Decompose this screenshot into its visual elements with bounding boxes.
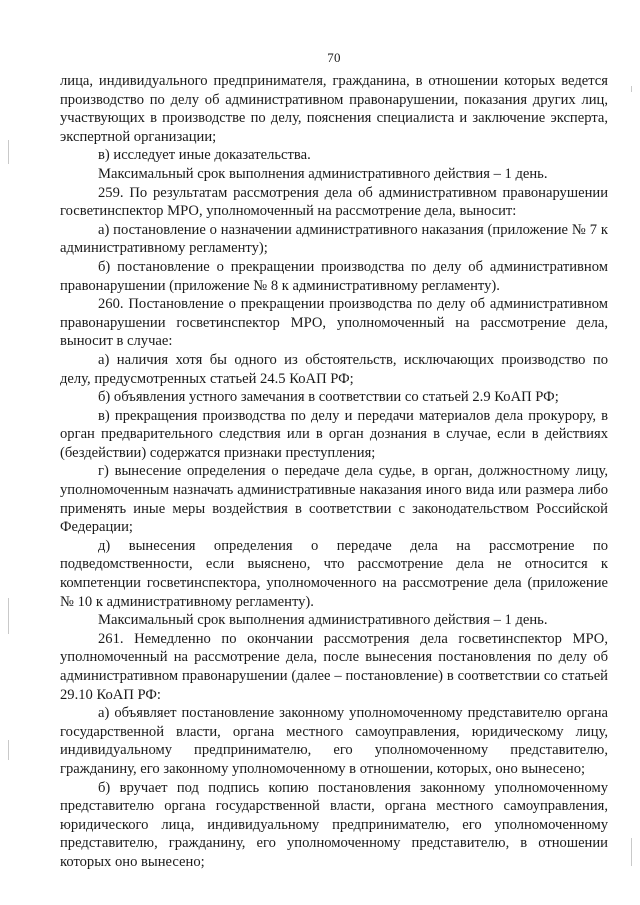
scan-margin-mark [8, 740, 9, 760]
paragraph-261: 261. Немедленно по окончании рассмотрения дела госветинспектор МРО, уполномоченный на рассмотрение дела, после вынесения постановления по делу об административном правонарушении (далее – постановление) в соответствии со статьей 29.10 КоАП РФ: [60, 630, 608, 703]
paragraph-continuation: лица, индивидуального предпринимателя, гражданина, в отношении которых ведется производство по делу об административном правонарушении, показания других лиц, участвующих в производстве по делу, пояснения специалиста и заключение эксперта, экспертной организации; [60, 73, 608, 145]
paragraph-260-g: г) вынесение определения о передаче дела судье, в орган, должностному лицу, уполномоченным назначать административные наказания иного вида или размера либо применять иные меры воздействия в соответствии с законодательством Российской Федерации; [60, 463, 608, 536]
paragraph-260-b: б) объявления устного замечания в соответствии со статьей 2.9 КоАП РФ; [98, 389, 559, 406]
paragraph-259: 259. По результатам рассмотрения дела об административном правонарушении госветинспектор МРО, уполномоченный на рассмотрение дела, выносит: [60, 184, 608, 220]
document-page [60, 0, 608, 905]
paragraph-260-d: д) вынесения определения о передаче дела на рассмотрение по подведомственности, если выяснено, что рассмотрение дела не относится к компетенции госветинспектора, уполномоченного на рассмотрение дела (приложение № 10 к административному регламенту). [60, 537, 608, 610]
paragraph-261-a: а) объявляет постановление законному уполномоченному представителю органа государственной власти, органа местного самоуправления, юридическому лицу, индивидуальному предпринимателю, его уполномоченному представителю, гражданину, его законному уполномоченному в отношении, которых, оно вынесено; [60, 705, 608, 777]
paragraph-item-v: в) исследует иные доказательства. [98, 147, 311, 164]
paragraph-261-b: б) вручает под подпись копию постановления законному уполномоченному представителю органа государственной власти, органа местного самоуправления, юридического лица, индивидуальному предпринимателю, его уполномоченному представителю, гражданину, его уполномоченному представителю, в отношении которых оно вынесено; [60, 779, 608, 870]
scan-margin-mark [631, 838, 632, 866]
paragraph-260-a: а) наличия хотя бы одного из обстоятельств, исключающих производство по делу, предусмотренных статьей 24.5 КоАП РФ; [60, 351, 608, 387]
paragraph-260: 260. Постановление о прекращении производства по делу об административном правонарушении госветинспектор МРО, уполномоченный на рассмотрение дела, выносит в случае: [60, 296, 608, 350]
page-number: 70 [327, 50, 341, 65]
paragraph-260-v: в) прекращения производства по делу и передачи материалов дела прокурору, в орган предварительного следствия или в орган дознания в случае, если в действиях (бездействии) содержатся признаки преступления; [60, 407, 608, 461]
scan-margin-mark [631, 86, 632, 92]
paragraph-259-a: а) постановление о назначении административного наказания (приложение № 7 к административному регламенту); [60, 221, 608, 257]
document-body [60, 72, 608, 872]
paragraph-deadline-2: Максимальный срок выполнения административного действия – 1 день. [98, 612, 548, 629]
paragraph-deadline: Максимальный срок выполнения административного действия – 1 день. [98, 165, 548, 182]
paragraph-259-b: б) постановление о прекращении производства по делу об административном правонарушении (приложение № 8 к административному регламенту). [60, 258, 608, 294]
scan-margin-mark [8, 140, 9, 164]
scan-margin-mark [8, 598, 9, 634]
